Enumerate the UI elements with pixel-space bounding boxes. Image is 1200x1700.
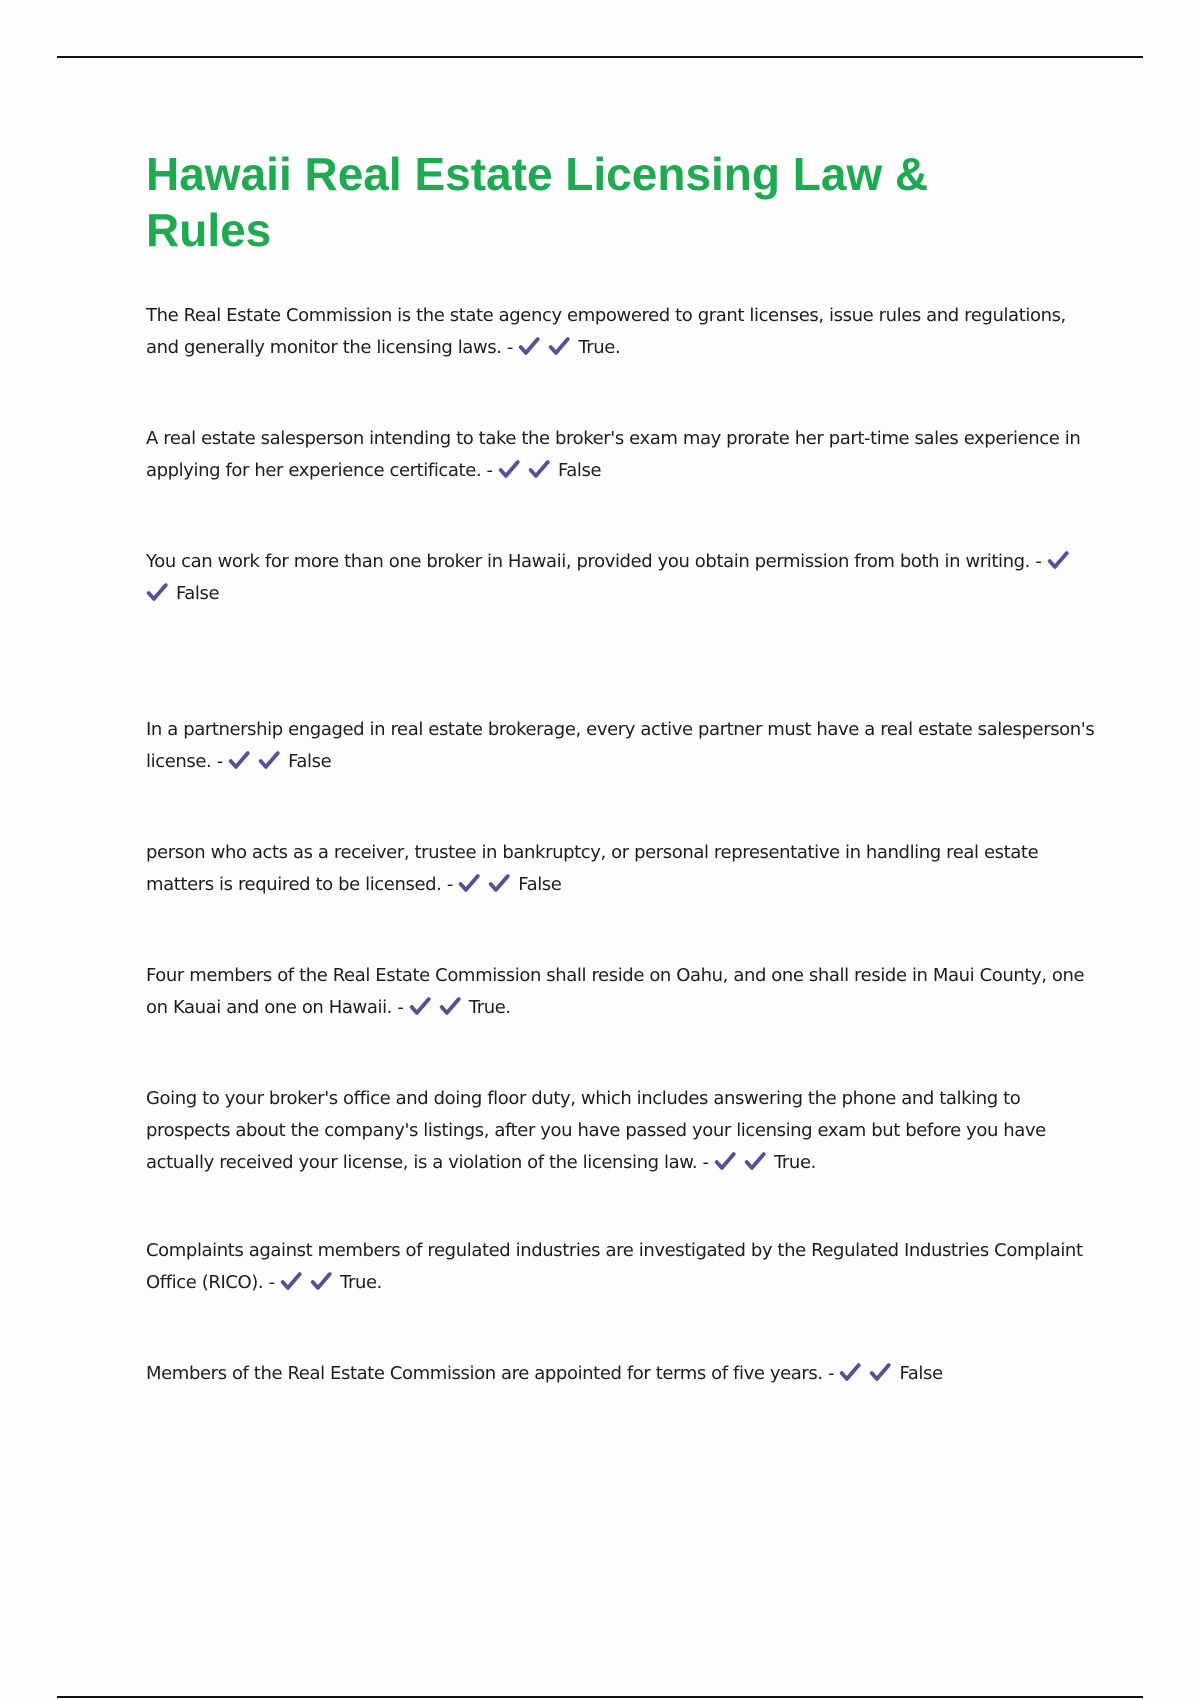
checkmark-icon bbox=[548, 335, 570, 357]
question-text: The Real Estate Commission is the state agency empowered to grant licenses, issue rules and regulations, and generally monitor the licensing laws. bbox=[146, 305, 1066, 358]
checkmark-icon bbox=[488, 872, 510, 894]
bottom-rule bbox=[57, 1696, 1143, 1698]
answer-text: False bbox=[176, 583, 220, 604]
checkmark-icon bbox=[228, 749, 250, 771]
page-title: Hawaii Real Estate Licensing Law & Rules bbox=[146, 148, 929, 256]
question-text: Four members of the Real Estate Commission shall reside on Oahu, and one shall reside in Maui County, one on Kauai and one on Hawaii. bbox=[146, 965, 1085, 1018]
checkmark-icon bbox=[409, 995, 431, 1017]
separator: - bbox=[397, 997, 404, 1018]
answer-text: False bbox=[288, 751, 332, 772]
separator: - bbox=[828, 1363, 835, 1384]
qa-item bbox=[146, 423, 1096, 487]
checkmark-icon bbox=[518, 335, 540, 357]
question-text: In a partnership engaged in real estate brokerage, every active partner must have a real estate salesperson's license. bbox=[146, 719, 1095, 772]
question-text: Members of the Real Estate Commission are appointed for terms of five years. bbox=[146, 1363, 823, 1384]
answer-text: False bbox=[557, 460, 602, 481]
separator: - bbox=[486, 460, 493, 481]
checkmark-icon bbox=[839, 1361, 861, 1383]
checkmark-icon bbox=[1047, 549, 1069, 571]
qa-item bbox=[146, 1083, 1096, 1179]
question-text: A real estate salesperson intending to take the broker's exam may prorate her part-time sales experience in applying for her experience certificate. bbox=[146, 428, 1081, 481]
separator: - bbox=[506, 337, 513, 358]
checkmark-icon bbox=[714, 1150, 736, 1172]
separator: - bbox=[702, 1152, 709, 1173]
checkmark-icon bbox=[744, 1150, 766, 1172]
separator: - bbox=[268, 1272, 275, 1293]
answer-text: False bbox=[899, 1363, 943, 1384]
checkmark-icon bbox=[146, 581, 168, 603]
checkmark-icon bbox=[280, 1270, 302, 1292]
answer-text: True. bbox=[340, 1272, 382, 1293]
qa-item bbox=[146, 714, 1096, 778]
qa-item bbox=[146, 837, 1096, 901]
qa-item bbox=[146, 1235, 1096, 1299]
answer-text: True. bbox=[578, 337, 621, 358]
checkmark-icon bbox=[258, 749, 280, 771]
question-text: Going to your broker's office and doing floor duty, which includes answering the phone and talking to prospects about the company's listings, after you have passed your licensing exam but before you have actually received your license, is a violation of the licensing law. bbox=[146, 1088, 1046, 1173]
question-text: You can work for more than one broker in Hawaii, provided you obtain permission from both in writing. bbox=[146, 551, 1030, 572]
qa-item bbox=[146, 300, 1096, 364]
checkmark-icon bbox=[310, 1270, 332, 1292]
checkmark-icon bbox=[869, 1361, 891, 1383]
checkmark-icon bbox=[439, 995, 461, 1017]
checkmark-icon bbox=[498, 458, 520, 480]
separator: - bbox=[446, 874, 453, 895]
qa-item bbox=[146, 960, 1096, 1024]
answer-text: False bbox=[518, 874, 562, 895]
qa-item bbox=[146, 1358, 1096, 1390]
separator: - bbox=[216, 751, 223, 772]
checkmark-icon bbox=[528, 458, 550, 480]
question-text: person who acts as a receiver, trustee in bankruptcy, or personal representative in handling real estate matters is required to be licensed. bbox=[146, 842, 1039, 895]
qa-item bbox=[146, 546, 1096, 610]
separator: - bbox=[1035, 551, 1042, 572]
checkmark-icon bbox=[458, 872, 480, 894]
answer-text: True. bbox=[773, 1152, 816, 1173]
question-text: Complaints against members of regulated industries are investigated by the Regulated Industries Complaint Office (RICO). bbox=[146, 1240, 1083, 1293]
top-rule bbox=[57, 56, 1143, 58]
answer-text: True. bbox=[468, 997, 511, 1018]
